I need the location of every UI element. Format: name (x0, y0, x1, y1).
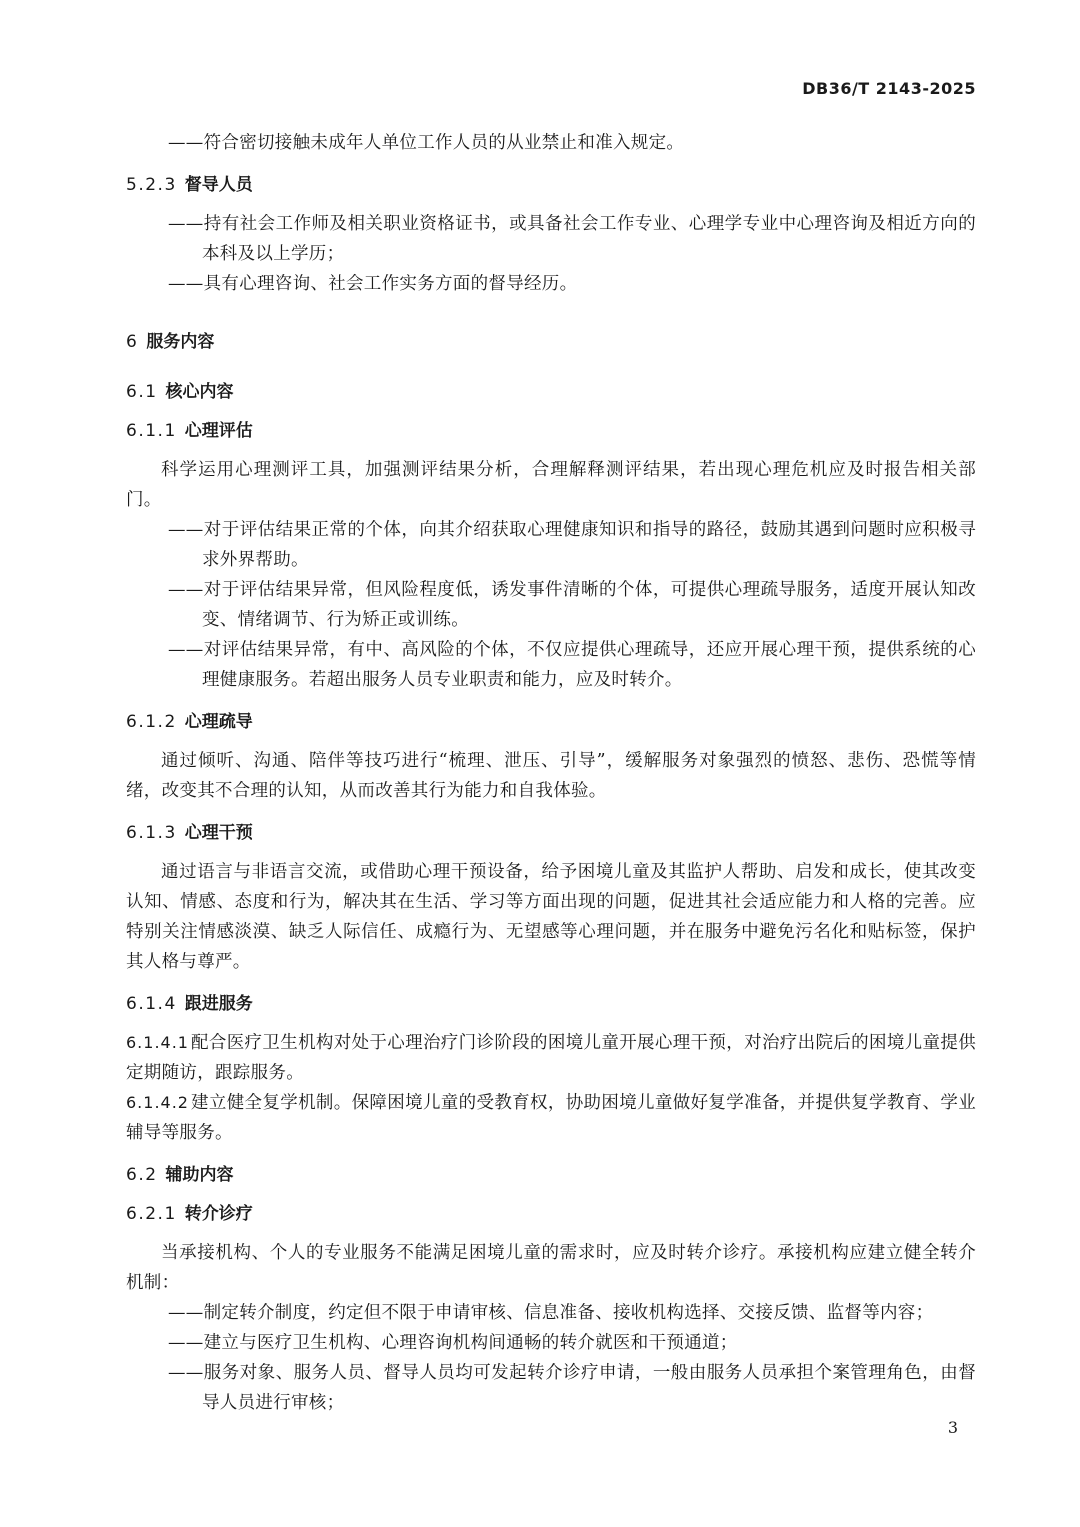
section-heading-6-1-1 (126, 416, 976, 446)
paragraph: 当承接机构、个人的专业服务不能满足困境儿童的需求时，应及时转介诊疗。承接机构应建立健全转介机制： (126, 1243, 976, 1293)
section-number: 6.1.4 (126, 994, 177, 1014)
section-heading-5-2-3 (126, 170, 976, 200)
list-item: ——服务对象、服务人员、督导人员均可发起转介诊疗申请，一般由服务人员承担个案管理角色，由督导人员进行审核； (168, 1363, 976, 1413)
section-number: 6.1.1 (126, 421, 177, 441)
list-item: ——具有心理咨询、社会工作实务方面的督导经历。 (168, 274, 578, 294)
clause-text: 配合医疗卫生机构对处于心理治疗门诊阶段的困境儿童开展心理干预，对治疗出院后的困境儿童提供定期随访，跟踪服务。 (126, 1033, 976, 1083)
paragraph: 通过倾听、沟通、陪伴等技巧进行“梳理、泄压、引导”，缓解服务对象强烈的愤怒、悲伤、恐慌等情绪，改变其不合理的认知，从而改善其行为能力和自我体验。 (126, 751, 976, 801)
section-number: 6.2.1 (126, 1204, 177, 1224)
section-title: 心理干预 (184, 823, 253, 843)
section-heading-6-2 (126, 1160, 976, 1190)
page-number: 3 (947, 1418, 958, 1437)
clause-number: 6.1.4.2 (126, 1093, 189, 1112)
list-item: ——对于评估结果异常，但风险程度低，诱发事件清晰的个体，可提供心理疏导服务，适度开展认知改变、情绪调节、行为矫正或训练。 (168, 580, 976, 630)
section-heading-6 (126, 327, 976, 357)
list-item: ——制定转介制度，约定但不限于申请审核、信息准备、接收机构选择、交接反馈、监督等内容； (168, 1303, 934, 1323)
clause-6-1-4-2 (126, 1088, 976, 1148)
section-number: 6 (126, 332, 139, 352)
paragraph: 科学运用心理测评工具，加强测评结果分析，合理解释测评结果，若出现心理危机应及时报告相关部门。 (126, 460, 976, 510)
section-title: 心理疏导 (184, 712, 253, 732)
list-item: ——对于评估结果正常的个体，向其介绍获取心理健康知识和指导的路径，鼓励其遇到问题时应积极寻求外界帮助。 (168, 520, 976, 570)
section-title: 跟进服务 (184, 994, 253, 1014)
section-title: 核心内容 (165, 382, 234, 402)
section-heading-6-2-1 (126, 1199, 976, 1229)
paragraph: 通过语言与非语言交流，或借助心理干预设备，给予困境儿童及其监护人帮助、启发和成长，使其改变认知、情感、态度和行为，解决其在生活、学习等方面出现的问题，促进其社会适应能力和人格的完善。应特别关注情感淡漠、缺乏人际信任、成瘾行为、无望感等心理问题，并在服务中避免污名化和贴标签，保护其人格与尊严。 (126, 862, 976, 972)
list-item: ——建立与医疗卫生机构、心理咨询机构间通畅的转介就医和干预通道； (168, 1333, 738, 1353)
section-number: 6.1 (126, 382, 158, 402)
section-heading-6-1-3 (126, 818, 976, 848)
section-title: 服务内容 (146, 332, 215, 352)
section-number: 5.2.3 (126, 175, 177, 195)
clause-6-1-4-1 (126, 1028, 976, 1088)
section-title: 转介诊疗 (184, 1204, 253, 1224)
section-title: 督导人员 (184, 175, 253, 195)
section-title: 辅助内容 (165, 1165, 234, 1185)
section-heading-6-1-4 (126, 989, 976, 1019)
document-body (126, 128, 976, 1418)
section-number: 6.1.3 (126, 823, 177, 843)
section-heading-6-1-2 (126, 707, 976, 737)
document-id: DB36/T 2143-2025 (802, 79, 976, 98)
clause-text: 建立健全复学机制。保障困境儿童的受教育权，协助困境儿童做好复学准备，并提供复学教育、学业辅导等服务。 (126, 1093, 976, 1143)
list-item: ——符合密切接触未成年人单位工作人员的从业禁止和准入规定。 (168, 133, 685, 153)
section-title: 心理评估 (184, 421, 253, 441)
section-heading-6-1 (126, 377, 976, 407)
section-number: 6.2 (126, 1165, 158, 1185)
list-item: ——持有社会工作师及相关职业资格证书，或具备社会工作专业、心理学专业中心理咨询及相近方向的本科及以上学历； (168, 214, 976, 264)
list-item: ——对评估结果异常，有中、高风险的个体，不仅应提供心理疏导，还应开展心理干预，提供系统的心理健康服务。若超出服务人员专业职责和能力，应及时转介。 (168, 640, 976, 690)
clause-number: 6.1.4.1 (126, 1033, 189, 1052)
section-number: 6.1.2 (126, 712, 177, 732)
